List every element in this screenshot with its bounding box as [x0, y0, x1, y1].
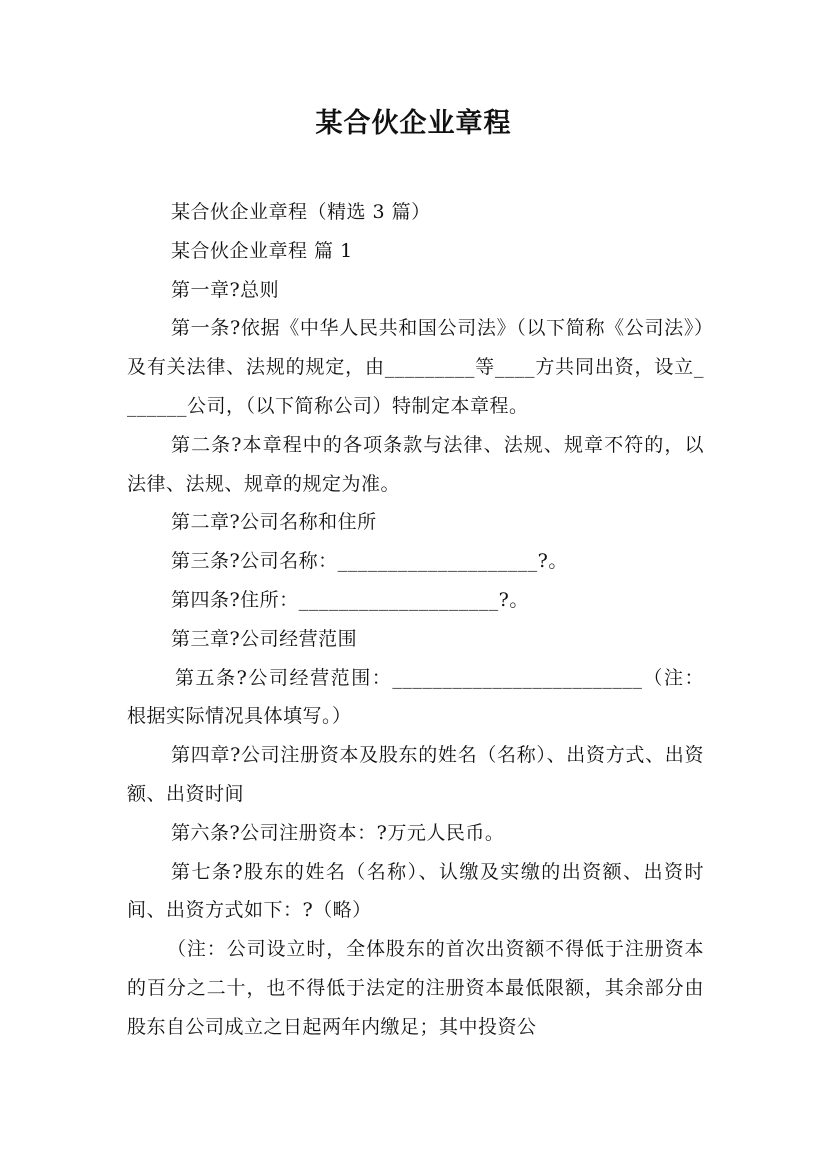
chapter-heading-1: 第一章?总则 [171, 278, 280, 301]
chapter-heading-4: 第四章?公司注册资本及股东的姓名（名称）、出资方式、出资额、出资时间 [127, 744, 704, 805]
chapter-heading-3: 第三章?公司经营范围 [171, 627, 358, 650]
document-body [127, 193, 704, 1047]
article-1: 第一条?依据《中华人民共和国公司法》（以下简称《公司法》）及有关法律、法规的规定，由_________等____方共同出资，设立_______公司，（以下简称公司）特制定本章程。 [127, 317, 704, 417]
article-4: 第四条?住所：____________________?。 [171, 588, 529, 611]
article-7: 第七条?股东的姓名（名称）、认缴及实缴的出资额、出资时间、出资方式如下：?（略） [127, 860, 704, 922]
chapter-heading-2: 第二章?公司名称和住所 [171, 511, 377, 534]
article-2: 第二条?本章程中的各项条款与法律、法规、规章不符的，以法律、法规、规章的规定为准。 [127, 433, 704, 495]
document-title: 某合伙企业章程 [315, 108, 512, 139]
article-5: 第五条?公司经营范围：_________________________（注：根据实际情况具体填写。） [127, 666, 704, 728]
paragraph-section-heading: 某合伙企业章程 篇 1 [171, 239, 353, 262]
note-paragraph: （注：公司设立时，全体股东的首次出资额不得低于注册资本的百分之二十，也不得低于法定的注册资本最低限额，其余部分由股东自公司成立之日起两年内缴足；其中投资公 [127, 938, 704, 1038]
article-3: 第三条?公司名称：____________________?。 [171, 550, 568, 573]
paragraph-subtitle: 某合伙企业章程（精选 3 篇） [171, 201, 431, 223]
article-6: 第六条?公司注册资本：?万元人民币。 [171, 821, 505, 844]
